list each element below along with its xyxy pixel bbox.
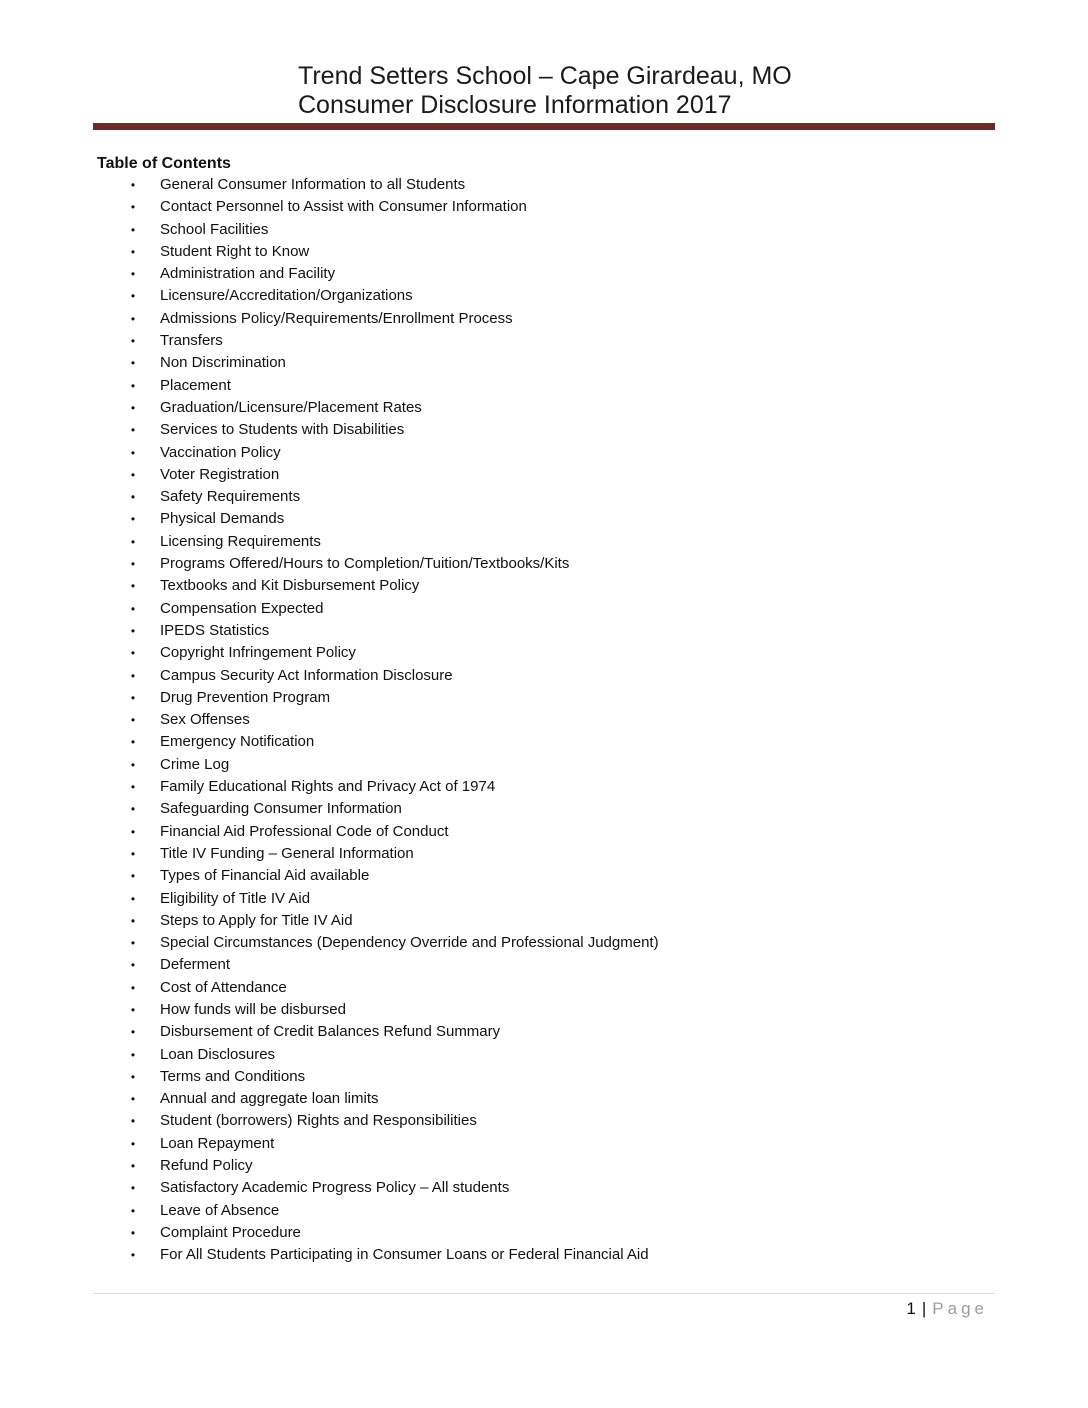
- bullet-icon: •: [130, 1248, 136, 1263]
- toc-item-label: School Facilities: [160, 220, 269, 238]
- toc-item: [0, 1244, 1088, 1266]
- toc-item: [0, 531, 1088, 553]
- bullet-icon: •: [130, 334, 136, 349]
- toc-item: [0, 665, 1088, 687]
- toc-list: [0, 174, 1088, 1267]
- bullet-icon: •: [130, 623, 136, 638]
- bullet-icon: •: [130, 1092, 136, 1107]
- bullet-icon: •: [130, 1069, 136, 1084]
- toc-item: [0, 375, 1088, 397]
- toc-item-label: Title IV Funding – General Information: [160, 844, 414, 862]
- toc-item-label: Steps to Apply for Title IV Aid: [160, 911, 353, 929]
- bullet-icon: •: [130, 713, 136, 728]
- bullet-icon: •: [130, 423, 136, 438]
- toc-item: [0, 352, 1088, 374]
- toc-item: [0, 821, 1088, 843]
- toc-item-label: Student (borrowers) Rights and Responsibilities: [160, 1112, 477, 1130]
- toc-item: [0, 241, 1088, 263]
- toc-item-label: Terms and Conditions: [160, 1067, 306, 1085]
- toc-item: [0, 865, 1088, 887]
- toc-item: [0, 442, 1088, 464]
- toc-item: [0, 843, 1088, 865]
- page-separator: |: [921, 1299, 927, 1318]
- bullet-icon: •: [130, 1203, 136, 1218]
- bullet-icon: •: [130, 735, 136, 750]
- bullet-icon: •: [130, 467, 136, 482]
- bullet-icon: •: [130, 668, 136, 683]
- toc-item-label: Cost of Attendance: [160, 978, 287, 996]
- toc-item-label: Non Discrimination: [160, 354, 286, 372]
- bullet-icon: •: [130, 378, 136, 393]
- toc-item-label: Loan Disclosures: [160, 1045, 276, 1063]
- toc-item-label: Licensure/Accreditation/Organizations: [160, 287, 413, 305]
- document-title: [298, 62, 792, 120]
- footer-divider: [93, 1293, 995, 1294]
- toc-item: [0, 642, 1088, 664]
- toc-item: [0, 1021, 1088, 1043]
- toc-item-label: Sex Offenses: [160, 711, 250, 729]
- toc-item-label: Loan Repayment: [160, 1134, 275, 1152]
- page-word: Page: [932, 1299, 988, 1318]
- toc-item: [0, 598, 1088, 620]
- toc-item-label: Safeguarding Consumer Information: [160, 800, 402, 818]
- toc-item-label: Eligibility of Title IV Aid: [160, 889, 311, 907]
- bullet-icon: •: [130, 757, 136, 772]
- toc-item: [0, 1066, 1088, 1088]
- toc-item-label: Leave of Absence: [160, 1201, 280, 1219]
- bullet-icon: •: [130, 534, 136, 549]
- bullet-icon: •: [130, 1159, 136, 1174]
- toc-item: [0, 196, 1088, 218]
- toc-item: [0, 1200, 1088, 1222]
- toc-item: [0, 776, 1088, 798]
- bullet-icon: •: [130, 1114, 136, 1129]
- toc-item-label: Complaint Procedure: [160, 1223, 301, 1241]
- toc-item-label: General Consumer Information to all Students: [160, 176, 466, 193]
- toc-item: [0, 553, 1088, 575]
- bullet-icon: •: [130, 780, 136, 795]
- toc-item-label: Deferment: [160, 956, 231, 974]
- toc-item: [0, 219, 1088, 241]
- bullet-icon: •: [130, 690, 136, 705]
- toc-item-label: Vaccination Policy: [160, 443, 281, 461]
- toc-item-label: Family Educational Rights and Privacy Act of 1974: [160, 778, 496, 796]
- toc-item-label: Admissions Policy/Requirements/Enrollment Process: [160, 309, 513, 327]
- toc-item-label: Safety Requirements: [160, 488, 301, 506]
- toc-item: [0, 1133, 1088, 1155]
- toc-item-label: Annual and aggregate loan limits: [160, 1090, 379, 1108]
- toc-item: [0, 419, 1088, 441]
- toc-item: [0, 508, 1088, 530]
- document-title-line-1: Trend Setters School – Cape Girardeau, MO: [298, 62, 792, 90]
- page-number: 1: [906, 1299, 916, 1318]
- toc-item: [0, 910, 1088, 932]
- toc-item-label: Licensing Requirements: [160, 532, 321, 550]
- toc-item-label: Student Right to Know: [160, 242, 310, 260]
- bullet-icon: •: [130, 1136, 136, 1151]
- bullet-icon: •: [130, 200, 136, 215]
- toc-item-label: Services to Students with Disabilities: [160, 421, 405, 439]
- toc-item: [0, 1155, 1088, 1177]
- toc-item: [0, 486, 1088, 508]
- bullet-icon: •: [130, 958, 136, 973]
- bullet-icon: •: [130, 311, 136, 326]
- toc-item: [0, 731, 1088, 753]
- toc-item: [0, 620, 1088, 642]
- toc-item: [0, 932, 1088, 954]
- bullet-icon: •: [130, 490, 136, 505]
- toc-item-label: Voter Registration: [160, 465, 280, 483]
- toc-item: [0, 888, 1088, 910]
- toc-item-label: Types of Financial Aid available: [160, 867, 370, 885]
- toc-item-label: Programs Offered/Hours to Completion/Tuition/Textbooks/Kits: [160, 555, 570, 573]
- page-number-footer: [906, 1297, 988, 1321]
- toc-item: [0, 174, 1088, 196]
- toc-item-label: Placement: [160, 376, 231, 394]
- toc-item-label: Emergency Notification: [160, 733, 315, 751]
- toc-item-label: Textbooks and Kit Disbursement Policy: [160, 577, 420, 595]
- bullet-icon: •: [130, 846, 136, 861]
- bullet-icon: •: [130, 802, 136, 817]
- toc-item-label: Copyright Infringement Policy: [160, 644, 356, 662]
- toc-item-label: For All Students Participating in Consumer Loans or Federal Financial Aid: [160, 1246, 649, 1264]
- bullet-icon: •: [130, 980, 136, 995]
- toc-item: [0, 1088, 1088, 1110]
- bullet-icon: •: [130, 557, 136, 572]
- toc-item: [0, 798, 1088, 820]
- toc-item-label: Satisfactory Academic Progress Policy – All students: [160, 1179, 510, 1197]
- bullet-icon: •: [130, 400, 136, 415]
- toc-item: [0, 754, 1088, 776]
- toc-item-label: How funds will be disbursed: [160, 1000, 346, 1018]
- bullet-icon: •: [130, 646, 136, 661]
- toc-heading: Table of Contents: [97, 155, 231, 172]
- bullet-icon: •: [130, 267, 136, 282]
- toc-item: [0, 1177, 1088, 1199]
- toc-item-label: Contact Personnel to Assist with Consumer Information: [160, 198, 527, 216]
- toc-item-label: Disbursement of Credit Balances Refund Summary: [160, 1023, 501, 1041]
- bullet-icon: •: [130, 869, 136, 884]
- toc-item-label: Physical Demands: [160, 510, 285, 528]
- toc-item: [0, 977, 1088, 999]
- bullet-icon: •: [130, 579, 136, 594]
- toc-item: [0, 999, 1088, 1021]
- bullet-icon: •: [130, 289, 136, 304]
- bullet-icon: •: [130, 601, 136, 616]
- toc-item: [0, 1222, 1088, 1244]
- bullet-icon: •: [130, 913, 136, 928]
- bullet-icon: •: [130, 1047, 136, 1062]
- toc-item-label: Compensation Expected: [160, 599, 324, 617]
- toc-item-label: IPEDS Statistics: [160, 621, 270, 639]
- toc-item: [0, 709, 1088, 731]
- toc-item: [0, 575, 1088, 597]
- toc-item: [0, 687, 1088, 709]
- toc-item: [0, 397, 1088, 419]
- toc-item-label: Special Circumstances (Dependency Override and Professional Judgment): [160, 934, 659, 952]
- toc-item: [0, 263, 1088, 285]
- toc-item-label: Transfers: [160, 332, 223, 350]
- toc-item: [0, 330, 1088, 352]
- toc-item-label: Drug Prevention Program: [160, 688, 331, 706]
- toc-item-label: Refund Policy: [160, 1157, 253, 1175]
- bullet-icon: •: [130, 356, 136, 371]
- toc-item-label: Graduation/Licensure/Placement Rates: [160, 398, 422, 416]
- toc-item: [0, 954, 1088, 976]
- document-title-line-2: Consumer Disclosure Information 2017: [298, 91, 732, 119]
- toc-item: [0, 1044, 1088, 1066]
- bullet-icon: •: [130, 891, 136, 906]
- bullet-icon: •: [130, 445, 136, 460]
- toc-item-label: Crime Log: [160, 755, 230, 773]
- toc-item: [0, 308, 1088, 330]
- bullet-icon: •: [130, 1002, 136, 1017]
- toc-item: [0, 285, 1088, 307]
- bullet-icon: •: [130, 1225, 136, 1240]
- bullet-icon: •: [130, 222, 136, 237]
- bullet-icon: •: [130, 1181, 136, 1196]
- toc-item-label: Administration and Facility: [160, 265, 336, 283]
- bullet-icon: •: [130, 936, 136, 951]
- toc-item-label: Campus Security Act Information Disclosure: [160, 666, 453, 684]
- toc-item: [0, 464, 1088, 486]
- header-divider: [93, 123, 995, 130]
- toc-item: [0, 1110, 1088, 1132]
- toc-item-label: Financial Aid Professional Code of Conduct: [160, 822, 449, 840]
- bullet-icon: •: [130, 178, 136, 192]
- bullet-icon: •: [130, 512, 136, 527]
- bullet-icon: •: [130, 1025, 136, 1040]
- bullet-icon: •: [130, 824, 136, 839]
- bullet-icon: •: [130, 244, 136, 259]
